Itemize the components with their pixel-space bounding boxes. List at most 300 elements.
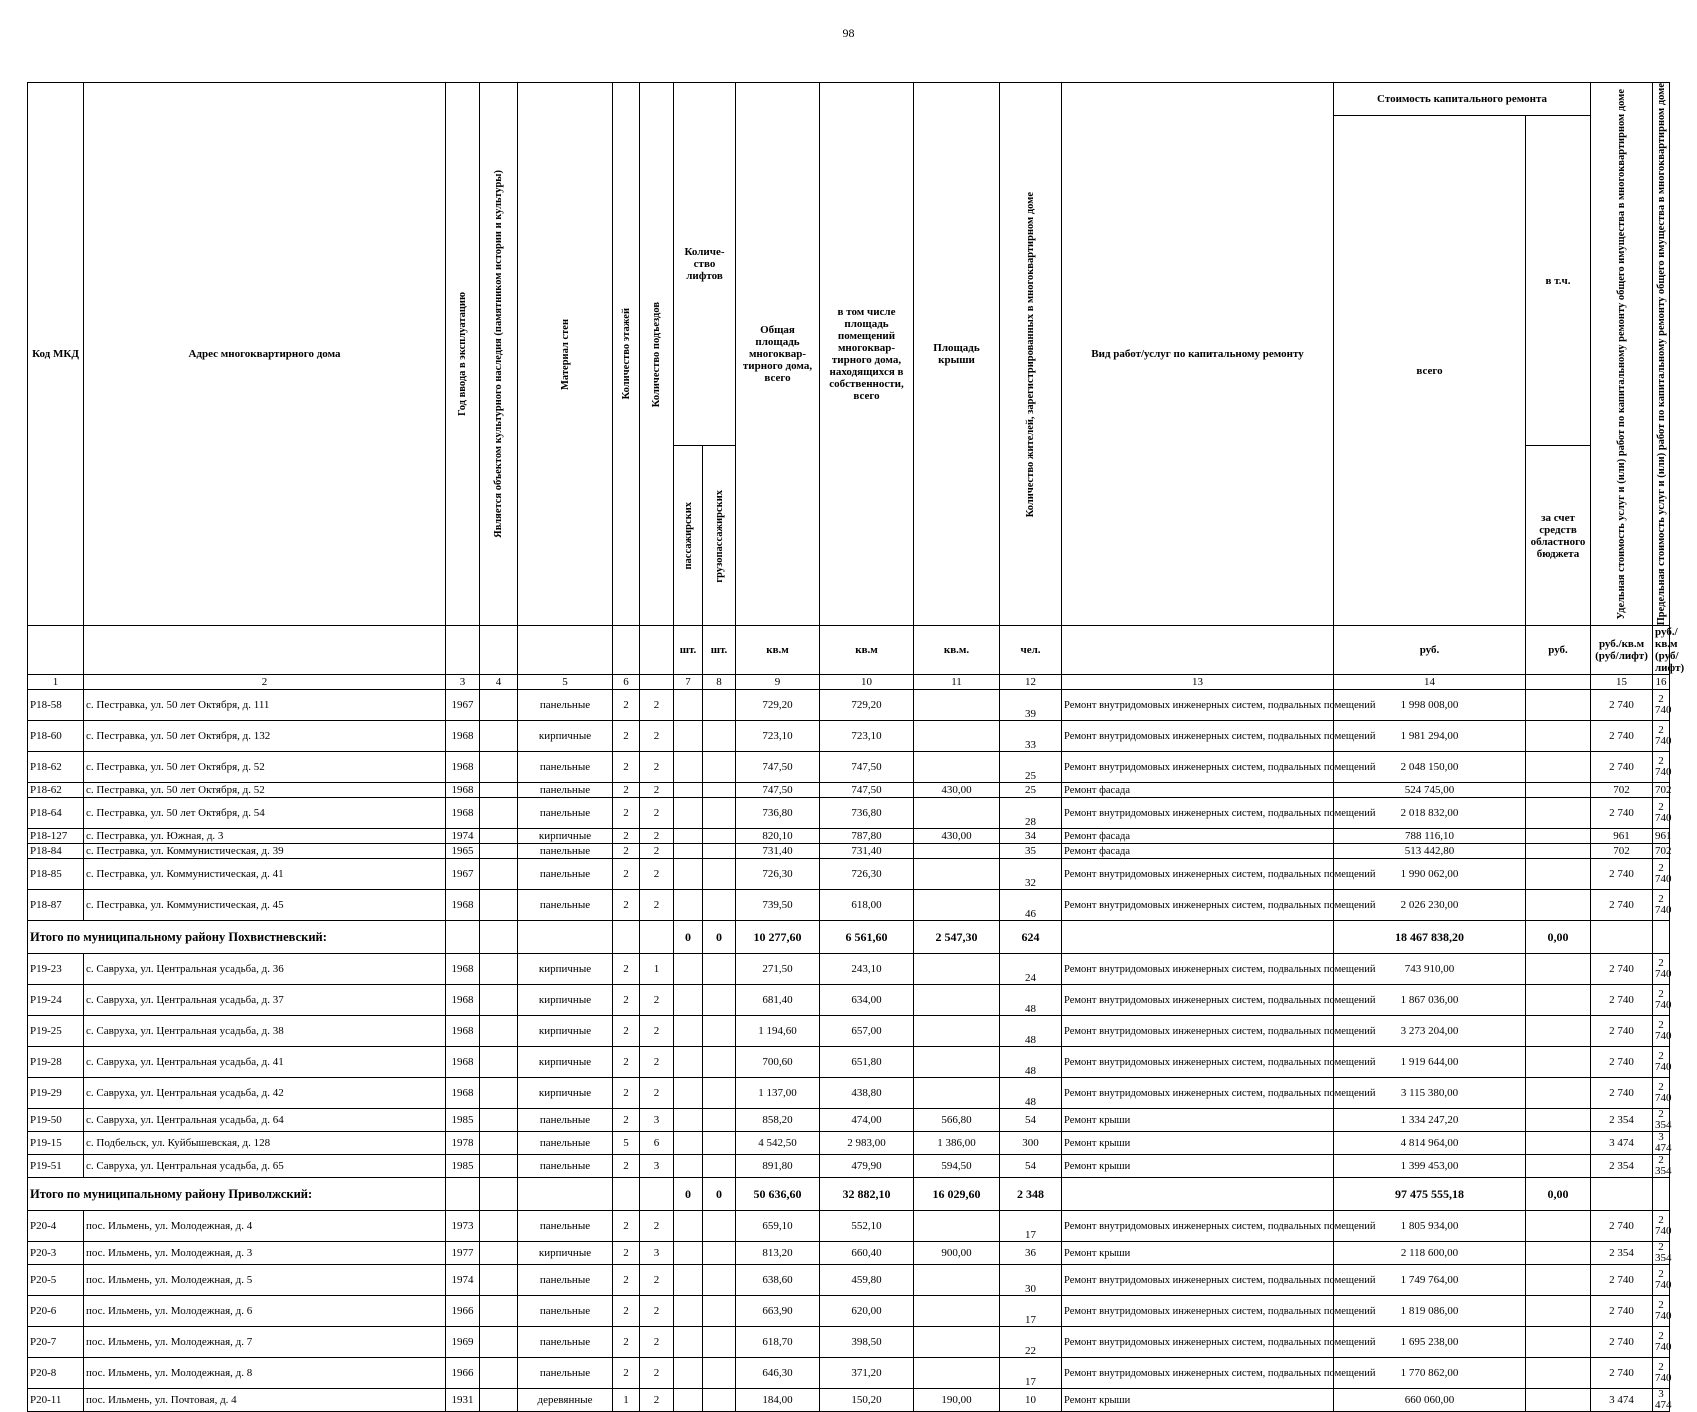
mkd-code: Р20-3: [28, 1242, 84, 1265]
column-number: 1: [28, 675, 84, 690]
floors: 2: [613, 890, 640, 921]
lifts-passenger: [674, 1155, 703, 1178]
owned-area: 474,00: [820, 1109, 914, 1132]
total-area: 739,50: [736, 890, 820, 921]
cost-regional: [1526, 1296, 1591, 1327]
header-roof-area: Площадь крыши: [914, 83, 1000, 626]
roof-area: [914, 690, 1000, 721]
roof-area: 430,00: [914, 783, 1000, 798]
lifts-freight: [703, 1155, 736, 1178]
entrances: 2: [640, 1078, 674, 1109]
max-cost: 2 354: [1653, 1242, 1670, 1265]
work-type: Ремонт фасада: [1062, 829, 1334, 844]
max-cost: 2 740: [1653, 1327, 1670, 1358]
year: 1977: [446, 1242, 480, 1265]
address: с. Савруха, ул. Центральная усадьба, д. 38: [84, 1016, 446, 1047]
cost-total: 1 695 238,00: [1334, 1327, 1526, 1358]
cost-total: 3 273 204,00: [1334, 1016, 1526, 1047]
cost-total: 2 048 150,00: [1334, 752, 1526, 783]
floors: 2: [613, 844, 640, 859]
wall-material: панельные: [518, 690, 613, 721]
wall-material: панельные: [518, 1265, 613, 1296]
unit-cost: 2 740: [1591, 985, 1653, 1016]
residents: 28: [1000, 798, 1062, 829]
lifts-passenger: [674, 1016, 703, 1047]
address: пос. Ильмень, ул. Молодежная, д. 7: [84, 1327, 446, 1358]
residents: 2 348: [1000, 1178, 1062, 1211]
heritage: [480, 985, 518, 1016]
units-row: [28, 626, 1670, 675]
year: 1931: [446, 1389, 480, 1412]
wall-material: панельные: [518, 1109, 613, 1132]
year: 1973: [446, 1211, 480, 1242]
column-number: 5: [518, 675, 613, 690]
owned-area: 787,80: [820, 829, 914, 844]
unit-pcs: шт.: [703, 626, 736, 675]
total-area: 646,30: [736, 1358, 820, 1389]
entrances: 2: [640, 1211, 674, 1242]
heritage: [480, 752, 518, 783]
roof-area: 900,00: [914, 1242, 1000, 1265]
table-row: [28, 783, 1670, 798]
wall-material: панельные: [518, 890, 613, 921]
year: 1965: [446, 844, 480, 859]
owned-area: 660,40: [820, 1242, 914, 1265]
header-lifts: Количе- ство лифтов: [674, 83, 736, 446]
year: 1968: [446, 954, 480, 985]
heritage: [480, 859, 518, 890]
header-heritage: Является объектом культурного наследия (памятником истории и культуры): [493, 170, 504, 539]
roof-area: 430,00: [914, 829, 1000, 844]
heritage: [480, 783, 518, 798]
lifts-passenger: [674, 890, 703, 921]
roof-area: [914, 844, 1000, 859]
unit-cost: 2 740: [1591, 890, 1653, 921]
total-area: 813,20: [736, 1242, 820, 1265]
header-cost-incl: в т.ч.: [1526, 116, 1591, 446]
lifts-freight: [703, 752, 736, 783]
residents: 33: [1000, 721, 1062, 752]
year: 1968: [446, 721, 480, 752]
year: 1974: [446, 829, 480, 844]
heritage: [480, 690, 518, 721]
residents: 34: [1000, 829, 1062, 844]
address: пос. Ильмень, ул. Почтовая, д. 4: [84, 1389, 446, 1412]
table-row: [28, 954, 1670, 985]
cost-total: 513 442,80: [1334, 844, 1526, 859]
mkd-code: Р20-4: [28, 1211, 84, 1242]
empty-cell: [640, 1178, 674, 1211]
empty-cell: [613, 1178, 640, 1211]
table-row: [28, 1211, 1670, 1242]
roof-area: [914, 890, 1000, 921]
lifts-freight: [703, 954, 736, 985]
entrances: 2: [640, 798, 674, 829]
max-cost: 2 740: [1653, 690, 1670, 721]
lifts-passenger: [674, 1296, 703, 1327]
floors: 2: [613, 1109, 640, 1132]
cost-total: 1 998 008,00: [1334, 690, 1526, 721]
total-area: 618,70: [736, 1327, 820, 1358]
lifts-freight: [703, 690, 736, 721]
unit-cost: 2 740: [1591, 1211, 1653, 1242]
work-type: Ремонт внутридомовых инженерных систем, подвальных помещений: [1062, 890, 1334, 921]
max-cost: 2 740: [1653, 1047, 1670, 1078]
owned-area: 398,50: [820, 1327, 914, 1358]
heritage: [480, 1327, 518, 1358]
entrances: 2: [640, 1016, 674, 1047]
work-type: Ремонт внутридомовых инженерных систем, подвальных помещений: [1062, 859, 1334, 890]
work-type: Ремонт внутридомовых инженерных систем, подвальных помещений: [1062, 1265, 1334, 1296]
total-area: 10 277,60: [736, 921, 820, 954]
cost-regional: [1526, 798, 1591, 829]
lifts-freight: [703, 1296, 736, 1327]
column-number: 2: [84, 675, 446, 690]
cost-total: 2 018 832,00: [1334, 798, 1526, 829]
floors: 5: [613, 1132, 640, 1155]
cost-total: 1 805 934,00: [1334, 1211, 1526, 1242]
header-area-owned: в том числе площадь помещений многоквар- тирного дома, находящихся в собственности, всего: [820, 83, 914, 626]
lifts-passenger: [674, 1109, 703, 1132]
heritage: [480, 1358, 518, 1389]
roof-area: [914, 752, 1000, 783]
work-type: Ремонт внутридомовых инженерных систем, подвальных помещений: [1062, 1078, 1334, 1109]
cost-total: 524 745,00: [1334, 783, 1526, 798]
unit-cost: 2 740: [1591, 798, 1653, 829]
lifts-passenger: 0: [674, 1178, 703, 1211]
owned-area: 438,80: [820, 1078, 914, 1109]
page-number: 98: [842, 26, 855, 40]
roof-area: 1 386,00: [914, 1132, 1000, 1155]
unit-cost: 2 740: [1591, 690, 1653, 721]
empty-cell: [1062, 921, 1334, 954]
column-number: 8: [703, 675, 736, 690]
residents: 48: [1000, 1016, 1062, 1047]
header-lifts-pass: пассажирских: [682, 502, 694, 570]
mkd-code: Р18-127: [28, 829, 84, 844]
address: с. Савруха, ул. Центральная усадьба, д. 42: [84, 1078, 446, 1109]
cost-total: 2 118 600,00: [1334, 1242, 1526, 1265]
wall-material: панельные: [518, 1211, 613, 1242]
year: 1969: [446, 1327, 480, 1358]
wall-material: кирпичные: [518, 721, 613, 752]
header-residents: Количество жителей, зарегистрированных в многоквартирном доме: [1025, 191, 1036, 517]
total-area: 659,10: [736, 1211, 820, 1242]
year: 1968: [446, 985, 480, 1016]
roof-area: 190,00: [914, 1389, 1000, 1412]
owned-area: 150,20: [820, 1389, 914, 1412]
wall-material: кирпичные: [518, 829, 613, 844]
wall-material: панельные: [518, 844, 613, 859]
work-type: Ремонт внутридомовых инженерных систем, подвальных помещений: [1062, 1211, 1334, 1242]
table-row: [28, 1389, 1670, 1412]
unit-pcs: шт.: [674, 626, 703, 675]
entrances: 2: [640, 844, 674, 859]
lifts-freight: [703, 1358, 736, 1389]
column-number: 9: [736, 675, 820, 690]
wall-material: панельные: [518, 1296, 613, 1327]
residents: 25: [1000, 752, 1062, 783]
max-cost: 2 354: [1653, 1109, 1670, 1132]
floors: 2: [613, 798, 640, 829]
work-type: Ремонт фасада: [1062, 783, 1334, 798]
header-code: Код МКД: [28, 83, 84, 626]
lifts-freight: [703, 829, 736, 844]
lifts-freight: [703, 1327, 736, 1358]
floors: 2: [613, 1327, 640, 1358]
max-cost: 702: [1653, 783, 1670, 798]
roof-area: [914, 1047, 1000, 1078]
owned-area: 723,10: [820, 721, 914, 752]
residents: 22: [1000, 1327, 1062, 1358]
address: с. Пестравка, ул. 50 лет Октября, д. 54: [84, 798, 446, 829]
work-type: Ремонт внутридомовых инженерных систем, подвальных помещений: [1062, 1296, 1334, 1327]
unit-rate: руб./кв.м (руб/лифт): [1653, 626, 1670, 675]
unit-cost: 2 740: [1591, 1016, 1653, 1047]
unit-cost: 2 740: [1591, 1078, 1653, 1109]
work-type: Ремонт крыши: [1062, 1389, 1334, 1412]
roof-area: [914, 859, 1000, 890]
residents: 48: [1000, 985, 1062, 1016]
work-type: Ремонт крыши: [1062, 1132, 1334, 1155]
cost-regional: [1526, 1327, 1591, 1358]
total-area: 1 137,00: [736, 1078, 820, 1109]
year: 1967: [446, 690, 480, 721]
table-row: [28, 1132, 1670, 1155]
address: с. Пестравка, ул. Коммунистическая, д. 39: [84, 844, 446, 859]
floors: 2: [613, 859, 640, 890]
total-area: 1 194,60: [736, 1016, 820, 1047]
total-area: 271,50: [736, 954, 820, 985]
empty-cell: [480, 1178, 518, 1211]
residents: 24: [1000, 954, 1062, 985]
lifts-freight: [703, 1047, 736, 1078]
total-area: 638,60: [736, 1265, 820, 1296]
mkd-code: Р18-85: [28, 859, 84, 890]
total-area: 858,20: [736, 1109, 820, 1132]
residents: 48: [1000, 1047, 1062, 1078]
lifts-passenger: [674, 1389, 703, 1412]
cost-regional: [1526, 1016, 1591, 1047]
heritage: [480, 954, 518, 985]
unit-cost: 702: [1591, 844, 1653, 859]
column-number: [1526, 675, 1591, 690]
lifts-passenger: [674, 690, 703, 721]
wall-material: кирпичные: [518, 954, 613, 985]
work-type: Ремонт крыши: [1062, 1155, 1334, 1178]
roof-area: [914, 985, 1000, 1016]
lifts-passenger: [674, 954, 703, 985]
table-row: [28, 690, 1670, 721]
entrances: 2: [640, 859, 674, 890]
owned-area: 736,80: [820, 798, 914, 829]
residents: 10: [1000, 1389, 1062, 1412]
floors: 2: [613, 752, 640, 783]
cost-total: 18 467 838,20: [1334, 921, 1526, 954]
roof-area: [914, 954, 1000, 985]
cost-total: 1 867 036,00: [1334, 985, 1526, 1016]
header-max-cost: Предельная стоимость услуг и (или) работ по капитальному ремонту общего имущества в многоквартирном доме: [1655, 83, 1667, 626]
wall-material: панельные: [518, 1358, 613, 1389]
year: 1968: [446, 783, 480, 798]
empty-cell: [480, 921, 518, 954]
max-cost: 2 740: [1653, 1265, 1670, 1296]
table-row: [28, 1242, 1670, 1265]
empty-cell: [613, 921, 640, 954]
heritage: [480, 1078, 518, 1109]
column-numbers-row: [28, 675, 1670, 690]
header-cost-total: всего: [1334, 116, 1526, 626]
mkd-code: Р18-62: [28, 783, 84, 798]
cost-regional: [1526, 859, 1591, 890]
cost-regional: [1526, 890, 1591, 921]
column-number: 4: [480, 675, 518, 690]
address: с. Савруха, ул. Центральная усадьба, д. 41: [84, 1047, 446, 1078]
heritage: [480, 1109, 518, 1132]
residents: 48: [1000, 1078, 1062, 1109]
entrances: 2: [640, 1327, 674, 1358]
year: 1985: [446, 1109, 480, 1132]
owned-area: 747,50: [820, 752, 914, 783]
roof-area: [914, 1078, 1000, 1109]
cost-total: 660 060,00: [1334, 1389, 1526, 1412]
address: с. Савруха, ул. Центральная усадьба, д. 36: [84, 954, 446, 985]
total-area: 50 636,60: [736, 1178, 820, 1211]
header-entrances: Количество подъездов: [651, 301, 662, 407]
heritage: [480, 1265, 518, 1296]
table-row: [28, 1265, 1670, 1296]
column-number: 13: [1062, 675, 1334, 690]
roof-area: [914, 1265, 1000, 1296]
roof-area: [914, 1296, 1000, 1327]
owned-area: 726,30: [820, 859, 914, 890]
heritage: [480, 1389, 518, 1412]
roof-area: 16 029,60: [914, 1178, 1000, 1211]
lifts-passenger: [674, 1078, 703, 1109]
lifts-passenger: [674, 1132, 703, 1155]
work-type: Ремонт внутридомовых инженерных систем, подвальных помещений: [1062, 721, 1334, 752]
work-type: Ремонт внутридомовых инженерных систем, подвальных помещений: [1062, 1016, 1334, 1047]
heritage: [480, 1155, 518, 1178]
year: 1985: [446, 1155, 480, 1178]
floors: 2: [613, 721, 640, 752]
address: с. Савруха, ул. Центральная усадьба, д. 64: [84, 1109, 446, 1132]
floors: 1: [613, 1389, 640, 1412]
unit-rub: руб.: [1526, 626, 1591, 675]
lifts-passenger: [674, 1047, 703, 1078]
roof-area: [914, 1358, 1000, 1389]
wall-material: кирпичные: [518, 1016, 613, 1047]
residents: 624: [1000, 921, 1062, 954]
entrances: 2: [640, 1296, 674, 1327]
wall-material: деревянные: [518, 1389, 613, 1412]
total-area: 747,50: [736, 783, 820, 798]
cost-regional: [1526, 954, 1591, 985]
cost-total: 1 749 764,00: [1334, 1265, 1526, 1296]
cost-total: 97 475 555,18: [1334, 1178, 1526, 1211]
year: 1968: [446, 1078, 480, 1109]
header-lifts-freight: грузопассажирских: [713, 489, 725, 583]
owned-area: 651,80: [820, 1047, 914, 1078]
mkd-code: Р19-24: [28, 985, 84, 1016]
mkd-code: Р19-29: [28, 1078, 84, 1109]
floors: 2: [613, 1265, 640, 1296]
header-work-type: Вид работ/услуг по капитальному ремонту: [1062, 83, 1334, 626]
roof-area: 594,50: [914, 1155, 1000, 1178]
column-number: 3: [446, 675, 480, 690]
empty-cell: [518, 921, 613, 954]
heritage: [480, 890, 518, 921]
floors: 2: [613, 1078, 640, 1109]
empty-cell: [1591, 921, 1653, 954]
roof-area: 2 547,30: [914, 921, 1000, 954]
table-row: [28, 844, 1670, 859]
roof-area: [914, 1211, 1000, 1242]
total-area: 700,60: [736, 1047, 820, 1078]
floors: 2: [613, 829, 640, 844]
year: 1966: [446, 1296, 480, 1327]
total-area: 726,30: [736, 859, 820, 890]
total-area: 729,20: [736, 690, 820, 721]
owned-area: 32 882,10: [820, 1178, 914, 1211]
max-cost: 2 354: [1653, 1155, 1670, 1178]
floors: 2: [613, 1211, 640, 1242]
table-row: [28, 890, 1670, 921]
total-area: 184,00: [736, 1389, 820, 1412]
entrances: 6: [640, 1132, 674, 1155]
entrances: 1: [640, 954, 674, 985]
address: с. Савруха, ул. Центральная усадьба, д. 65: [84, 1155, 446, 1178]
unit-cost: 2 740: [1591, 1358, 1653, 1389]
cost-regional: [1526, 985, 1591, 1016]
cost-regional: [1526, 1155, 1591, 1178]
cost-regional: [1526, 752, 1591, 783]
column-number: 16: [1653, 675, 1670, 690]
unit-cost: 3 474: [1591, 1389, 1653, 1412]
address: с. Пестравка, ул. 50 лет Октября, д. 132: [84, 721, 446, 752]
table-row: [28, 829, 1670, 844]
lifts-freight: 0: [703, 921, 736, 954]
table-row: [28, 721, 1670, 752]
empty-cell: [1062, 1178, 1334, 1211]
max-cost: 2 740: [1653, 752, 1670, 783]
floors: 2: [613, 1358, 640, 1389]
cost-total: 2 026 230,00: [1334, 890, 1526, 921]
residents: 54: [1000, 1109, 1062, 1132]
wall-material: панельные: [518, 859, 613, 890]
owned-area: 371,20: [820, 1358, 914, 1389]
total-label: Итого по муниципальному району Похвистневский:: [28, 921, 446, 954]
max-cost: 3 474: [1653, 1132, 1670, 1155]
entrances: 2: [640, 1265, 674, 1296]
table-row: [28, 1109, 1670, 1132]
unit-cost: 2 354: [1591, 1155, 1653, 1178]
roof-area: [914, 1327, 1000, 1358]
cost-total: 1 990 062,00: [1334, 859, 1526, 890]
max-cost: 2 740: [1653, 954, 1670, 985]
total-row: [28, 1178, 1670, 1211]
total-area: 4 542,50: [736, 1132, 820, 1155]
mkd-code: Р18-58: [28, 690, 84, 721]
max-cost: 961: [1653, 829, 1670, 844]
year: 1967: [446, 859, 480, 890]
header-cost-regional: за счет средств областного бюджета: [1526, 446, 1591, 626]
lifts-passenger: [674, 859, 703, 890]
table-row: [28, 1078, 1670, 1109]
mkd-code: Р18-62: [28, 752, 84, 783]
wall-material: кирпичные: [518, 1047, 613, 1078]
unit-rate: руб./кв.м (руб/лифт): [1591, 626, 1653, 675]
